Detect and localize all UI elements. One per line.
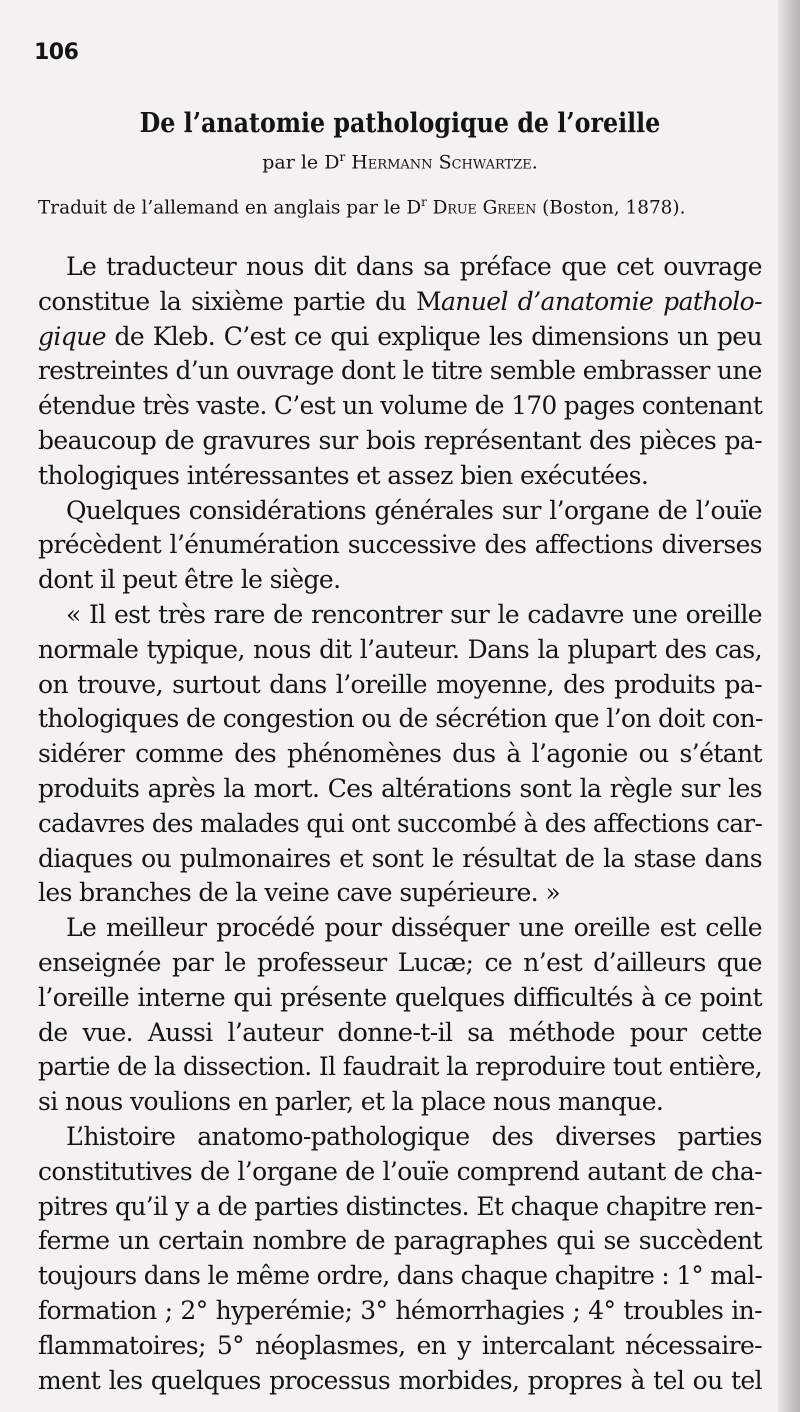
text-line: thologiques de congestion ou de sécrétion que l’on doit con- bbox=[38, 704, 763, 734]
byline-prefix: par le D bbox=[262, 151, 340, 174]
text-line: si nous voulions en parler, et la place nous manque. bbox=[38, 1087, 664, 1117]
byline bbox=[0, 150, 800, 173]
page-number: 106 bbox=[34, 40, 79, 65]
text-line: ferme un certain nombre de paragraphes qui se succèdent bbox=[38, 1226, 762, 1256]
text-line: précèdent l’énumération successive des affections diverses bbox=[38, 530, 762, 560]
text-line: cadavres des malades qui ont succombé à des affections car- bbox=[38, 808, 763, 838]
text-line: restreintes d’un ouvrage dont le titre semble embrasser une bbox=[38, 356, 762, 386]
translation-sup: r bbox=[421, 195, 427, 209]
author-last-name: Schwartze. bbox=[438, 151, 538, 174]
text-line: produits après la mort. Ces altérations sont la règle sur les bbox=[38, 773, 762, 803]
text-line: sidérer comme des phénomènes dus à l’agonie ou s’étant bbox=[38, 739, 762, 769]
text-line: partie de la dissection. Il faudrait la reproduire tout entière, bbox=[38, 1052, 763, 1082]
text-line: gique de Kleb. C’est ce qui explique les dimensions un peu bbox=[38, 321, 762, 351]
text-line: de vue. Aussi l’auteur donne-t-il sa méthode pour cette bbox=[38, 1017, 762, 1047]
text-line: « Il est très rare de rencontrer sur le cadavre une oreille bbox=[66, 599, 762, 629]
text-line: Le traducteur nous dit dans sa préface que cet ouvrage bbox=[66, 252, 762, 281]
text-line: formation ; 2° hyperémie; 3° hémorrhagies ; 4° troubles in- bbox=[38, 1295, 762, 1325]
italic-text: anuel d’anatomie patholo- bbox=[440, 286, 762, 316]
text-line: l’oreille interne qui présente quelques difficultés à ce point bbox=[38, 982, 762, 1012]
text-line: constitutives de l’organe de l’ouïe comprend autant de cha- bbox=[38, 1156, 762, 1186]
text-line: dont il peut être le siège. bbox=[38, 565, 341, 595]
page-gutter-shadow bbox=[778, 0, 800, 1412]
text-line: beaucoup de gravures sur bois représentant des pièces pa- bbox=[38, 425, 762, 455]
text-line: flammatoires; 5° néoplasmes, en y intercalant nécessaire- bbox=[38, 1330, 762, 1360]
text-line: étendue très vaste. C’est un volume de 170 pages contenant bbox=[38, 391, 763, 421]
translation-suffix: (Boston, 1878). bbox=[542, 196, 686, 219]
byline-sup: r bbox=[339, 150, 346, 164]
text-line: les branches de la veine cave supérieure. » bbox=[38, 878, 561, 908]
text-line: normale typique, nous dit l’auteur. Dans la plupart des cas, bbox=[38, 634, 762, 664]
text-line: Quelques considérations générales sur l’organe de l’ouïe bbox=[66, 495, 762, 525]
translator-name: Drue Green bbox=[432, 196, 537, 219]
text-line: on trouve, surtout dans l’oreille moyenne, des produits pa- bbox=[38, 669, 762, 699]
text-line: thologiques intéressantes et assez bien exécutées. bbox=[38, 460, 649, 490]
text-line: pitres qu’il y a de parties distinctes. Et chaque chapitre ren- bbox=[38, 1191, 763, 1221]
text-line: toujours dans le même ordre, dans chaque chapitre : 1° mal- bbox=[38, 1261, 763, 1291]
text-line: diaques ou pulmonaires et sont le résultat de la stase dans bbox=[38, 843, 762, 873]
text-line: constitue la sixième partie du Manuel d’anatomie patholo- bbox=[38, 286, 762, 316]
translation-prefix: Traduit de l’allemand en anglais par le D bbox=[38, 196, 422, 219]
text-line: ment les quelques processus morbides, propres à tel ou tel bbox=[38, 1365, 762, 1395]
body-text bbox=[38, 250, 762, 1398]
author-first-name: Hermann bbox=[351, 151, 433, 174]
italic-text: gique bbox=[38, 321, 106, 351]
article-title: De l’anatomie pathologique de l’oreille bbox=[139, 108, 661, 139]
text-line: L’histoire anatomo-pathologique des diverses parties bbox=[66, 1121, 762, 1151]
translation-note bbox=[38, 195, 736, 218]
text-line: Le meilleur procédé pour disséquer une oreille est celle bbox=[66, 913, 762, 943]
text-line: enseignée par le professeur Lucæ; ce n’est d’ailleurs que bbox=[38, 947, 762, 977]
